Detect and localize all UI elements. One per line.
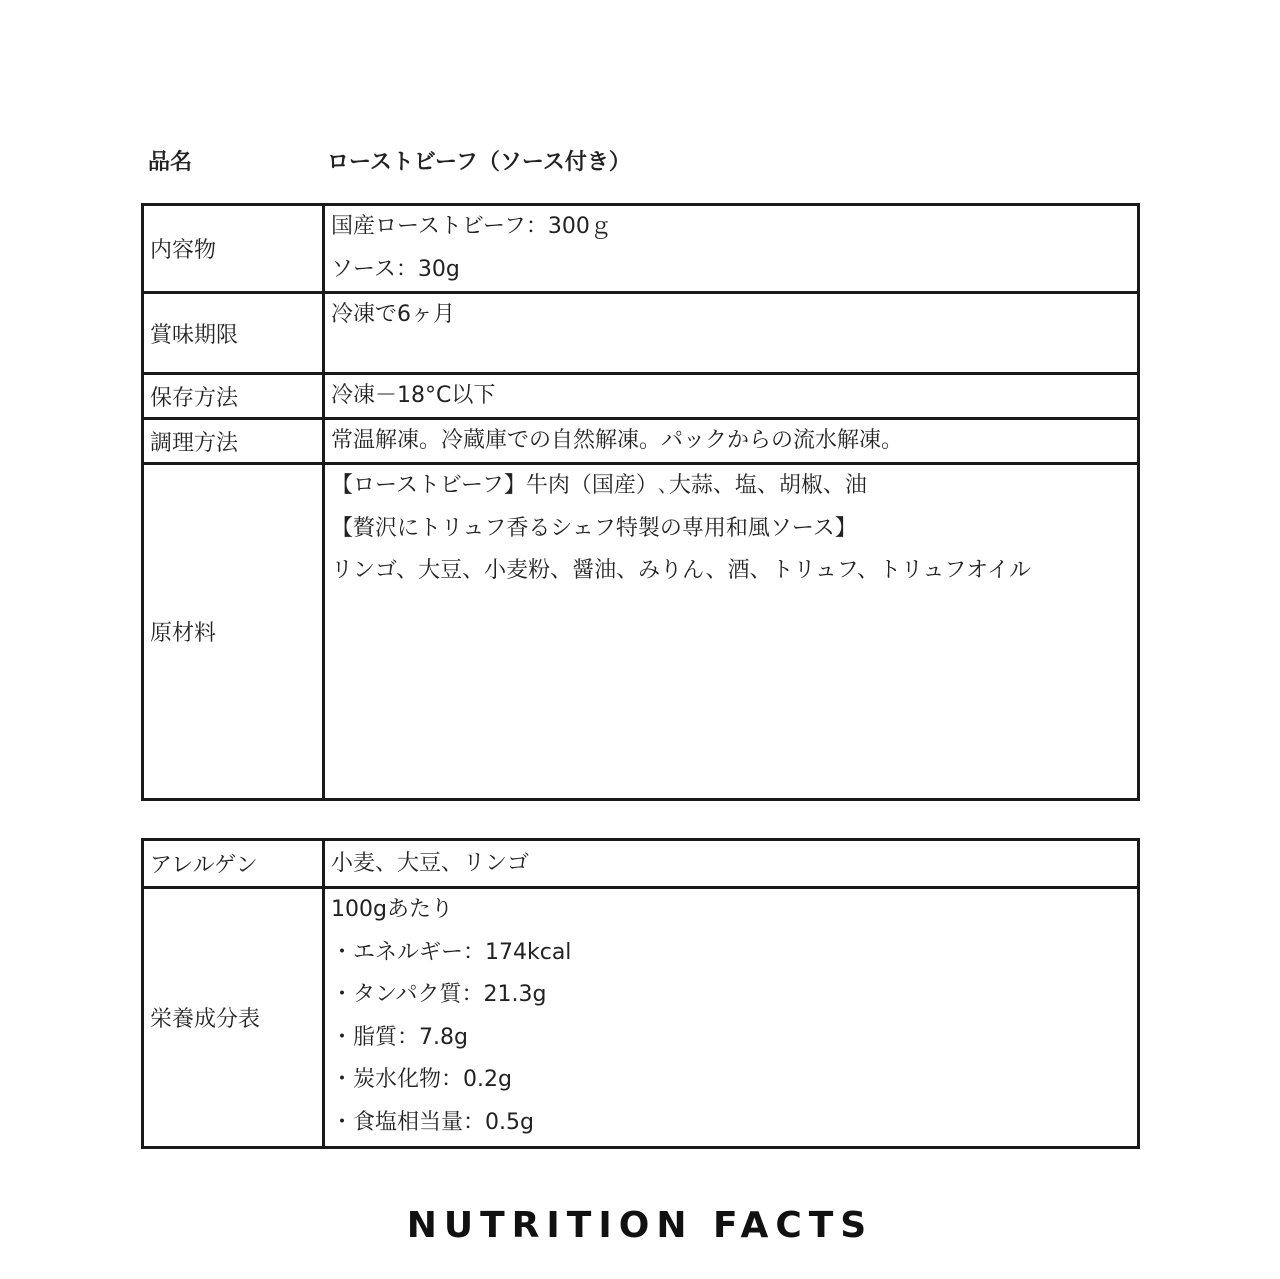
row-value-expiry — [324, 293, 1139, 374]
allergen-line: 小麦、大豆、リンゴ — [331, 850, 530, 876]
cooking-line: 常温解凍。冷蔵庫での自然解凍。パックからの流水解凍。 — [331, 428, 904, 453]
contents-line: 国産ローストビーフ：300ｇ — [331, 214, 612, 239]
nutrition-line: 100gあたり — [331, 897, 453, 922]
ingredients-line: 【贅沢にトリュフ香るシェフ特製の専用和風ソース】 — [331, 515, 857, 541]
table-row-nutrition — [143, 888, 1139, 1148]
storage-line: 冷凍－18°C以下 — [331, 383, 496, 408]
table-row-expiry — [143, 293, 1139, 374]
row-label-allergen: アレルゲン — [143, 840, 324, 888]
product-info-table — [141, 203, 1140, 801]
row-value-allergen — [324, 840, 1139, 888]
table-row-ingredients — [143, 464, 1139, 800]
ingredients-line: リンゴ、大豆、小麦粉、醤油、みりん、酒、トリュフ、トリュフオイル — [331, 558, 1032, 583]
product-name-value: ローストビーフ（ソース付き） — [327, 150, 631, 175]
product-name-label: 品名 — [148, 150, 193, 175]
row-label-contents: 内容物 — [143, 205, 324, 293]
nutrition-line: ・炭水化物：0.2g — [331, 1067, 512, 1092]
footer-title: NUTRITION FACTS — [406, 1205, 874, 1246]
ingredients-line: 【ローストビーフ】牛肉（国産）､大蒜、塩、胡椒、油 — [331, 473, 867, 498]
row-label-nutrition: 栄養成分表 — [143, 888, 324, 1148]
table-row-cooking — [143, 419, 1139, 464]
table-row-contents — [143, 205, 1139, 293]
row-value-storage — [324, 374, 1139, 419]
contents-line: ソース：30g — [331, 256, 460, 282]
nutrition-line: ・脂質：7.8g — [331, 1024, 468, 1050]
row-value-cooking — [324, 419, 1139, 464]
row-label-storage: 保存方法 — [143, 374, 324, 419]
row-label-cooking: 調理方法 — [143, 419, 324, 464]
row-label-ingredients: 原材料 — [143, 464, 324, 800]
expiry-line: 冷凍で6ヶ月 — [331, 302, 455, 327]
nutrition-line: ・タンパク質：21.3g — [331, 982, 547, 1007]
allergen-nutrition-table — [141, 838, 1140, 1149]
row-value-contents — [324, 205, 1139, 293]
table-row-allergen — [143, 840, 1139, 888]
nutrition-line: ・食塩相当量：0.5g — [331, 1109, 534, 1135]
product-name-row — [148, 146, 1138, 180]
row-value-nutrition — [324, 888, 1139, 1148]
row-label-expiry: 賞味期限 — [143, 293, 324, 374]
table-row-storage — [143, 374, 1139, 419]
row-value-ingredients — [324, 464, 1139, 800]
nutrition-line: ・エネルギー：174kcal — [331, 939, 572, 965]
